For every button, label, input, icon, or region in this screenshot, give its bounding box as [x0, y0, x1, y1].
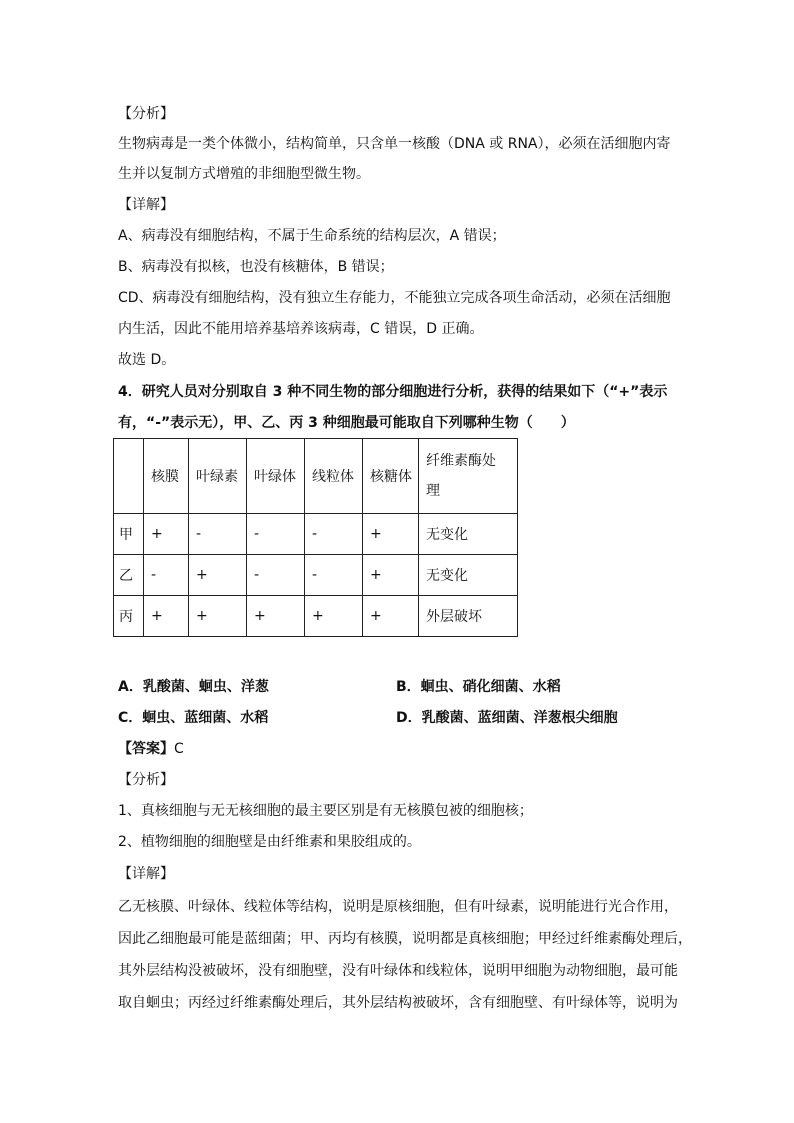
- cell-analysis-table: [113, 438, 518, 637]
- option-c: C．蛔虫、蓝细菌、水稻: [118, 710, 269, 726]
- table-header-cell: 核糖体: [363, 439, 419, 514]
- table-cell: 无变化: [419, 555, 518, 596]
- analysis-text-line: 2、植物细胞的细胞壁是由纤维素和果胶组成的。: [118, 834, 421, 850]
- table-cell: -: [305, 555, 363, 596]
- table-cell: 无变化: [419, 514, 518, 555]
- table-row: [114, 514, 518, 555]
- table-header-cell: 线粒体: [305, 439, 363, 514]
- detail-heading: 【详解】: [118, 866, 174, 882]
- analysis-heading: 【分析】: [118, 106, 174, 122]
- table-cell: +: [144, 596, 189, 637]
- detail-text-line: B、病毒没有拟核，也没有核糖体，B 错误；: [118, 259, 394, 275]
- table-cell: -: [247, 514, 305, 555]
- table-cell: +: [247, 596, 305, 637]
- table-cell: -: [305, 514, 363, 555]
- answer-label: 【答案】: [118, 741, 174, 757]
- table-cell: +: [363, 596, 419, 637]
- answer-line: [118, 739, 184, 759]
- table-row: [114, 596, 518, 637]
- table-header-cell: 叶绿体: [247, 439, 305, 514]
- detail-text-line: 乙无核膜、叶绿体、线粒体等结构，说明是原核细胞，但有叶绿素，说明能进行光合作用，: [118, 899, 678, 915]
- table-cell: +: [363, 555, 419, 596]
- detail-text-line: 内生活，因此不能用培养基培养该病毒，C 错误，D 正确。: [118, 321, 484, 337]
- question-stem-line: 4．研究人员对分别取自 3 种不同生物的部分细胞进行分析，获得的结果如下（“+”表示: [118, 384, 668, 400]
- analysis-text-line: 生并以复制方式增殖的非细胞型微生物。: [118, 166, 370, 182]
- detail-text-line: 其外层结构没被破坏，没有细胞壁，没有叶绿体和线粒体，说明甲细胞为动物细胞，最可能: [118, 963, 678, 979]
- table-cell: +: [363, 514, 419, 555]
- detail-text-line: CD、病毒没有细胞结构，没有独立生存能力，不能独立完成各项生命活动，必须在活细胞: [118, 290, 671, 306]
- header-text-part: 理: [426, 483, 440, 499]
- option-d: D．乳酸菌、蓝细菌、洋葱根尖细胞: [396, 710, 618, 726]
- analysis-text-line: 生物病毒是一类个体微小，结构简单，只含单一核酸（DNA 或 RNA），必须在活细胞内寄: [118, 136, 671, 152]
- table-header-cell: [419, 439, 518, 514]
- question-stem-line: 有，“-”表示无），甲、乙、丙 3 种细胞最可能取自下列哪种生物（ ）: [118, 415, 575, 431]
- table-cell: +: [189, 555, 247, 596]
- table-row: [114, 555, 518, 596]
- table-cell: +: [144, 514, 189, 555]
- answer-value: C: [174, 741, 184, 757]
- table-cell: +: [189, 596, 247, 637]
- detail-text-line: 取自蛔虫；丙经过纤维素酶处理后，其外层结构被破坏，含有细胞壁、有叶绿体等，说明为: [118, 995, 678, 1011]
- table-cell: 外层破坏: [419, 596, 518, 637]
- analysis-heading: 【分析】: [118, 772, 174, 788]
- detail-heading: 【详解】: [118, 197, 174, 213]
- analysis-text-line: 1、真核细胞与无无核细胞的最主要区别是有无核膜包被的细胞核；: [118, 803, 533, 819]
- option-a: A．乳酸菌、蛔虫、洋葱: [118, 679, 269, 695]
- table-cell: -: [189, 514, 247, 555]
- table-header-cell: [114, 439, 144, 514]
- option-b: B．蛔虫、硝化细菌、水稻: [396, 679, 561, 695]
- header-text-part: 纤维素酶处: [426, 453, 496, 469]
- detail-text-line: A、病毒没有细胞结构，不属于生命系统的结构层次，A 错误；: [118, 228, 506, 244]
- table-cell: 乙: [114, 555, 144, 596]
- table-cell: -: [247, 555, 305, 596]
- table-cell: 丙: [114, 596, 144, 637]
- table-header-cell: 叶绿素: [189, 439, 247, 514]
- table-cell: +: [305, 596, 363, 637]
- conclusion-text: 故选 D。: [118, 352, 176, 368]
- table-header-cell: 核膜: [144, 439, 189, 514]
- detail-text-line: 因此乙细胞最可能是蓝细菌；甲、丙均有核膜，说明都是真核细胞；甲经过纤维素酶处理后，: [118, 931, 692, 947]
- table-header-row: [114, 439, 518, 514]
- table-cell: -: [144, 555, 189, 596]
- table-cell: 甲: [114, 514, 144, 555]
